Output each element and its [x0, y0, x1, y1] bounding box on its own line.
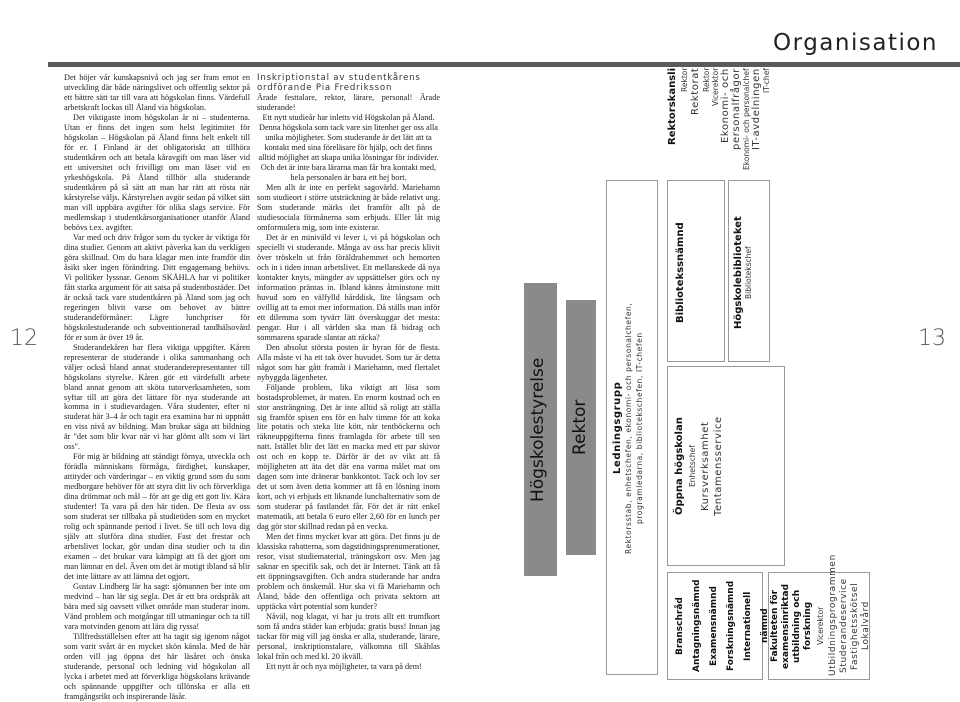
ledningsgrupp-line: Rektorsstab, enhetschefen, ekonomi- och personalchefen, — [624, 302, 633, 554]
ledningsgrupp-text — [612, 188, 645, 668]
paragraph: Studerandekåren har flera viktiga uppgifter. Kåren representerar de studerande i olika sammanhang och väljer också bland annat studeranderepresentanter till högskolans styrelse. Kåren gör ett värdefullt arbete bland annat genom att sköta tutorverksamheten, som syftar till att göra det lättare för nya studerande att komma in i studievardagen. Våra studenter, efter ni studerat här 3–4 år och tagit era examina har ni uppnått en viss nivå av bildning. Man brukar säga att bildning är "det som blir kvar när vi har glömt allt som vi lärt oss". — [64, 342, 250, 452]
paragraph: Gustav Lindberg lär ha sagt: sjömannen ber inte om medvind – han lär sig segla. Det är ett bra ordspråk att bära med sig oavsett vilket område man studerar inom. Vänd problem och motgångar till utmaningar och ta till vara motvinden genom att lära dig ryssa! — [64, 582, 250, 632]
paragraph: Var med och driv frågor som du tycker är viktiga för dina studier. Genom att aktivt påverka kan du verkligen göra skillnad. Om du bara klagar men inte framför din åsikt sker ingen förändring. Ditt engagemang behövs. Vi politiker lyssnar. Genom SKÅHLA har vi politiker fått starka argument för att satsa på studentbostäder. Det är också tack vare studentkåren på Åland som jag och regeringen blivit varse om behovet av bättre studerandeförmåner: Lägre lunchpriser för högskolestuderande och subventionerad tandhälsovård för er som är över 19 år. — [64, 232, 250, 342]
paragraph: Ett nytt år och nya möjligheter, ta vara på dem! — [266, 662, 422, 672]
header-rule — [48, 62, 960, 67]
fakulteten-text — [770, 554, 872, 676]
hogskolebiblioteket-line: Bibliotekschef — [744, 246, 753, 300]
paragraph: För mig är bildning att ständigt förnya, utveckla och förädla människans förmåga, färdighet, kunskaper, attityder och värderingar – en viktig grund som du som medborgare behöver för att styra ditt liv och förverkliga dina drömmar och mål – för att ge dig ett gott liv. Kära studenter! Ta vara på den här tiden. De flesta av oss som studerat ser tillbaka på studietiden som en mycket rolig och spännande period i livet. Se till och lova dig själv att slutföra dina studier. Fast det frestar och arbetslivet lockar, gör undan dina studier och ta din examen – det brukar vara kämpigt att få det gjort om man lämnar en del. Även om det är motigt ibland så blir det inte lättare av att lämna det ogjort. — [64, 452, 250, 582]
fakulteten-line: Lokalvård — [861, 601, 871, 651]
column-speech-2 — [257, 73, 440, 672]
namnd-line: Antagningsnämnd — [692, 579, 702, 673]
rektorskansli-text — [667, 68, 771, 298]
fakulteten-title-line: utbildning och forskning — [792, 589, 813, 663]
rektorskansli-line: Ekonomi- och — [720, 68, 731, 143]
paragraph: Men det finns mycket kvar att göra. Det finns ju de klassiska rabatterna, som dagstidningsprenumerationer, resor, visst studiematerial, träningskort osv. Men jag saknar en specifik sak, och det är Internet. Tänk att få ett öppningsavgiften. Och andra studerande har andra problem och önskemål. Hur ska vi få Mariehamn och Åland, både den offentliga och privata sektorn att upptäcka vårt potential som kunder? — [257, 532, 440, 612]
rektorskansli-line: Rektorat — [690, 68, 701, 116]
oppna-hogskolan-title: Öppna högskolan — [674, 417, 685, 515]
rektorskansli-line: Vicerektor — [711, 68, 720, 107]
ledningsgrupp-title: Ledningsgrupp — [612, 381, 623, 475]
oppna-hogskolan-line: Kursverksamhet — [700, 421, 711, 511]
paragraph: Nåväl, nog klagat, vi har ju trots allt ett trumfkort som få andra städer kan erbjuda: gratis buss! Innan jag tackar för mig vill jag önska er alla, studerande, lärare, personal, inskriptionstalare, välkomna till Skåhlas lokal från och med kl. 20 ikväll. — [257, 612, 440, 662]
rektorskansli-line: IT-avdelningen — [751, 68, 762, 150]
column-speech-1 — [64, 73, 250, 702]
namnder-text — [672, 576, 774, 676]
rektorskansli-title: Rektorskansli — [667, 68, 678, 145]
fakulteten-line: Vicerektor — [816, 606, 825, 646]
bibliotekssnamnd-title: Bibliotekssnämnd — [675, 222, 686, 323]
oppna-hogskolan-line: Enhetschef — [688, 445, 697, 487]
speech-heading-line: ordförande Pia Fredriksson — [257, 83, 393, 93]
paragraph: Det viktigaste inom högskolan är ni – studenterna. Utan er finns det ingen som helst legitimitet för högskolan – Högskolan på Åland finns helt enkelt till för er. I Finland är det obligatoriskt att tillhöra studentkåren och att betala kåravgift om man läser vid ett universitet och frivilligt om man läser vid en yrkeshögskola. På Åland tillhör alla studerande studentkåren på så sätt att man har rätt att rösta när kårstyrelse väljs. Kårstyrelsen avgör sedan på vilket sätt man vill uppbära avgifter för olika slags service. För medlemskap i studentkårsorganisationer utanför Åland behövs t.ex. avgifter. — [64, 112, 250, 232]
fakulteten-line: Utbildningsprogrammen — [828, 554, 838, 676]
fakulteten-title-line: Fakulteten för — [770, 589, 780, 663]
salutation: Ärade festtalare, rektor, lärare, personal! Ärade studerande! — [257, 93, 440, 112]
ledningsgrupp-line: programledarna, bibliotekschefen, IT-chefen — [635, 332, 644, 524]
fakulteten-line: Studerandeservice — [839, 578, 849, 674]
rektorskansli-line: personalfrågor — [731, 68, 742, 150]
fakulteten-line: Fastighetsskötsel — [850, 582, 860, 670]
rektorskansli-line: Ekonomi- och personalchef — [742, 68, 751, 170]
namnd-line: Internationell nämnd — [743, 591, 770, 661]
paragraph: Tillfredsställelsen efter att ha tagit sig igenom något som varit svårt är en mycket skön känsla. Med de här orden vill jag öppna det här läsåret och önska studerande, personal och ledning vid högskolan all lycka i arbetet med att förverkliga högskolans krävande och spännande uppgifter och tillönska er alla ett framgångsrikt och inspirerande läsår. — [64, 632, 250, 702]
namnd-line: Examensnämnd — [709, 586, 719, 666]
page-number-right: 13 — [918, 326, 946, 351]
namnd-line: Branschråd — [675, 597, 685, 655]
paragraph: Ett nytt studieår har inletts vid Högskolan på Åland. Denna högskola som tack vare sin litenhet ger oss alla unika möjligheter. Som studerande är det lätt att ta kontakt med sina föreläsare för hjälp, och det finns alltid möjlighet att skapa unika lösningar för individer. Och det är inte bara lärarna man får bra kontakt med, hela personalen är bara ett hej bort. — [258, 112, 439, 182]
paragraph: Följande problem, lika viktigt att lösa som bostadsproblemet, är maten. En enorm kostnad och en stor ansträngning. Det är inte alltid så roligt att ställa sig framför spisen ens för en halv timme för att koka lite potatis och steka lite kött, när tentböckerna och räkneuppgifterna finns framlagda för arbete till sen natt. Istället blir det lätt en macka med ett par skivor ost och en kopp te. Därför är det av vikt att få möjligheten att äta det där ena varma målet mat om dagen som inte dränerar bankkontot. Tack och lov ser det ut som även detta kommer att få en lösning inom kort, och vi erbjuds ett liknande lunchalternativ som de som studerar på fastlandet får. För det är rätt enkel matematik, att betala 6 euro eller 2,60 för en lunch per dag gör stor skillnad redan på en vecka. — [257, 382, 440, 532]
rektor-label: Rektor — [570, 399, 590, 456]
paragraph: Det höjer vår kunskapsnivå och jag ser fram emot en utveckling där både näringslivet och offentlig sektor på ett bättre sätt tar till vara att högskolan finns. Värdefull arbetskraft lockas till Åland via högskolan. — [64, 73, 250, 112]
page-number-left: 12 — [10, 326, 38, 351]
fakulteten-title-line: examensinriktad — [781, 583, 791, 669]
paragraph: Men allt är inte en perfekt sagovärld. Mariehamn som studieort i större utsträckning är både relativt ung. Som studerande märks det framför allt på de studiesociala förmånerna som erbjuds. Eller låt mig omformulera mig, som inte existerar. — [257, 182, 440, 232]
rektorskansli-line: IT-chef — [762, 68, 771, 93]
board-label: Högskolestyrelse — [528, 357, 548, 503]
rektorskansli-line: Rektor — [702, 68, 711, 93]
hogskolebiblioteket-title: Högskolebiblioteket — [733, 216, 744, 330]
rektorskansli-line: Rektor — [680, 68, 689, 93]
paragraph: Det är en miniväld vi lever i, vi på högskolan och speciellt vi studerande. Många av oss har precis klivit över tröskeln ut från föräldrahemmet och hemorten och in i tiden innan arbetslivet. Ett mellanskede då nya kontakter knyts, mängder av uppsättelser görs och ny information präntas in. Ibland känns åtminstone mitt huvud som en välfylld hårddisk, lite långsam och ovillig att ta emot mer information. Då ställs man inför ett dilemma som tyvärr lätt överskuggar det mesta: pengar. Hur i all världen ska man få bidrag och sommarens sparade slantar att räcka? — [257, 232, 440, 342]
namnd-line: Forskningsnämnd — [726, 580, 736, 672]
oppna-hogskolan-text — [673, 372, 725, 560]
paragraph: Den absolut största posten är hyran för de flesta. Alla måste vi ha ett tak över huvudet. Som tur är detta något som har gått framåt i Mariehamn, med flertalet nybyggda lägenheter. — [257, 342, 440, 382]
page-title: Organisation — [773, 30, 938, 56]
speech-heading-line: Inskriptionstal av studentkårens — [257, 73, 421, 83]
oppna-hogskolan-line: Tentamensservice — [713, 416, 724, 516]
